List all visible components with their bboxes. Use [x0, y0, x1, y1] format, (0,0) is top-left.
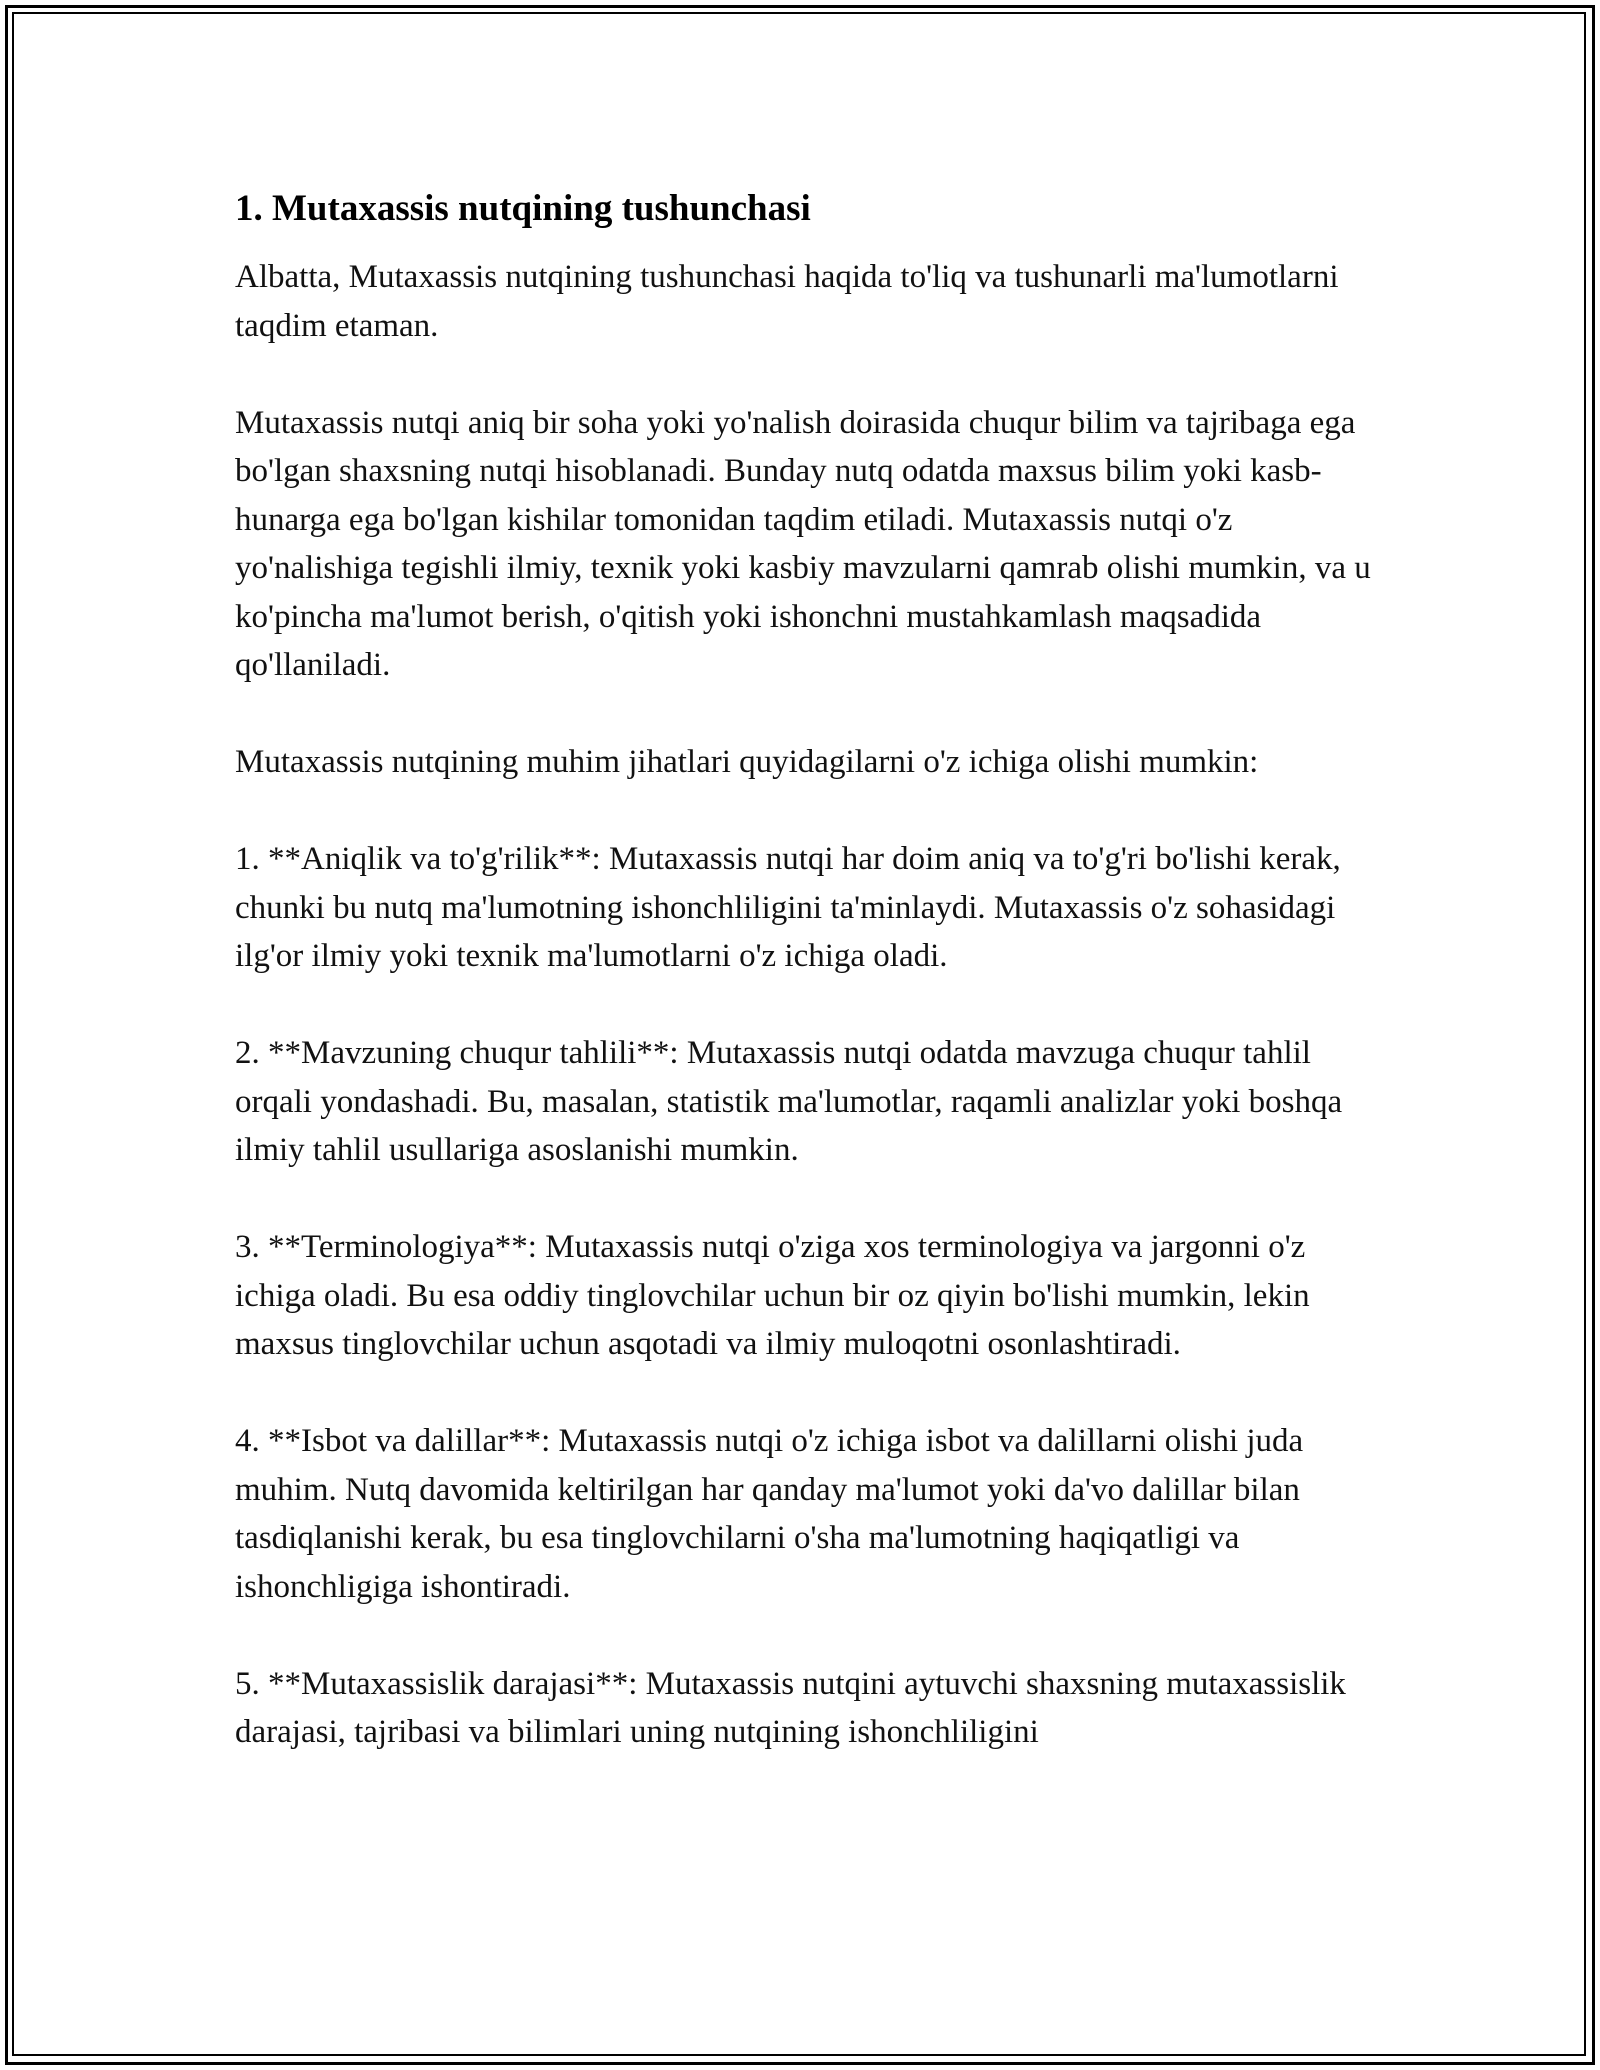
- list-item-evidence: 4. **Isbot va dalillar**: Mutaxassis nutqi o'z ichiga isbot va dalillarni olishi juda muhim. Nutq davomida keltirilgan har qanday ma'lumot yoki da'vo dalillar bilan tasdiqlanishi kerak, bu esa tinglovchilarni o'sha ma'lumotning haqiqatligi va ishonchligiga ishontiradi.: [235, 1423, 1304, 1605]
- definition-paragraph: Mutaxassis nutqi aniq bir soha yoki yo'nalish doirasida chuqur bilim va tajribaga ega bo'lgan shaxsning nutqi hisoblanadi. Bunday nutq odatda maxsus bilim yoki kasb-hunarga ega bo'lgan kishilar tomonidan taqdim etiladi. Mutaxassis nutqi o'z yo'nalishiga tegishli ilmiy, texnik yoki kasbiy mavzularni qamrab olishi mumkin, va u ko'pincha ma'lumot berish, o'qitish yoki ishonchni mustahkamlash maqsadida qo'llaniladi.: [235, 404, 1371, 683]
- page-title: 1. Mutaxassis nutqining tushunchasi: [235, 188, 811, 229]
- intro-paragraph: Albatta, Mutaxassis nutqining tushunchasi haqida to'liq va tushunarli ma'lumotlarni taqdim etaman.: [235, 259, 1339, 344]
- list-item-deep-analysis: 2. **Mavzuning chuqur tahlili**: Mutaxassis nutqi odatda mavzuga chuqur tahlil orqali yondashadi. Bu, masalan, statistik ma'lumotlar, raqamli analizlar yoki boshqa ilmiy tahlil usullariga asoslanishi mumkin.: [235, 1035, 1343, 1168]
- document-body: [235, 185, 1375, 1757]
- list-item-expertise-level: 5. **Mutaxassislik darajasi**: Mutaxassis nutqini aytuvchi shaxsning mutaxassislik darajasi, tajribasi va bilimlari uning nutqining ishonchliligini: [235, 1665, 1346, 1750]
- list-item-accuracy: 1. **Aniqlik va to'g'rilik**: Mutaxassis nutqi har doim aniq va to'g'ri bo'lishi kerak, chunki bu nutq ma'lumotning ishonchliligini ta'minlaydi. Mutaxassis o'z sohasidagi ilg'or ilmiy yoki texnik ma'lumotlarni o'z ichiga oladi.: [235, 841, 1341, 974]
- list-item-terminology: 3. **Terminologiya**: Mutaxassis nutqi o'ziga xos terminologiya va jargonni o'z ichiga oladi. Bu esa oddiy tinglovchilar uchun bir oz qiyin bo'lishi mumkin, lekin maxsus tinglovchilar uchun asqotadi va ilmiy muloqotni osonlashtiradi.: [235, 1229, 1310, 1362]
- aspects-intro-paragraph: Mutaxassis nutqining muhim jihatlari quyidagilarni o'z ichiga olishi mumkin:: [235, 744, 1259, 780]
